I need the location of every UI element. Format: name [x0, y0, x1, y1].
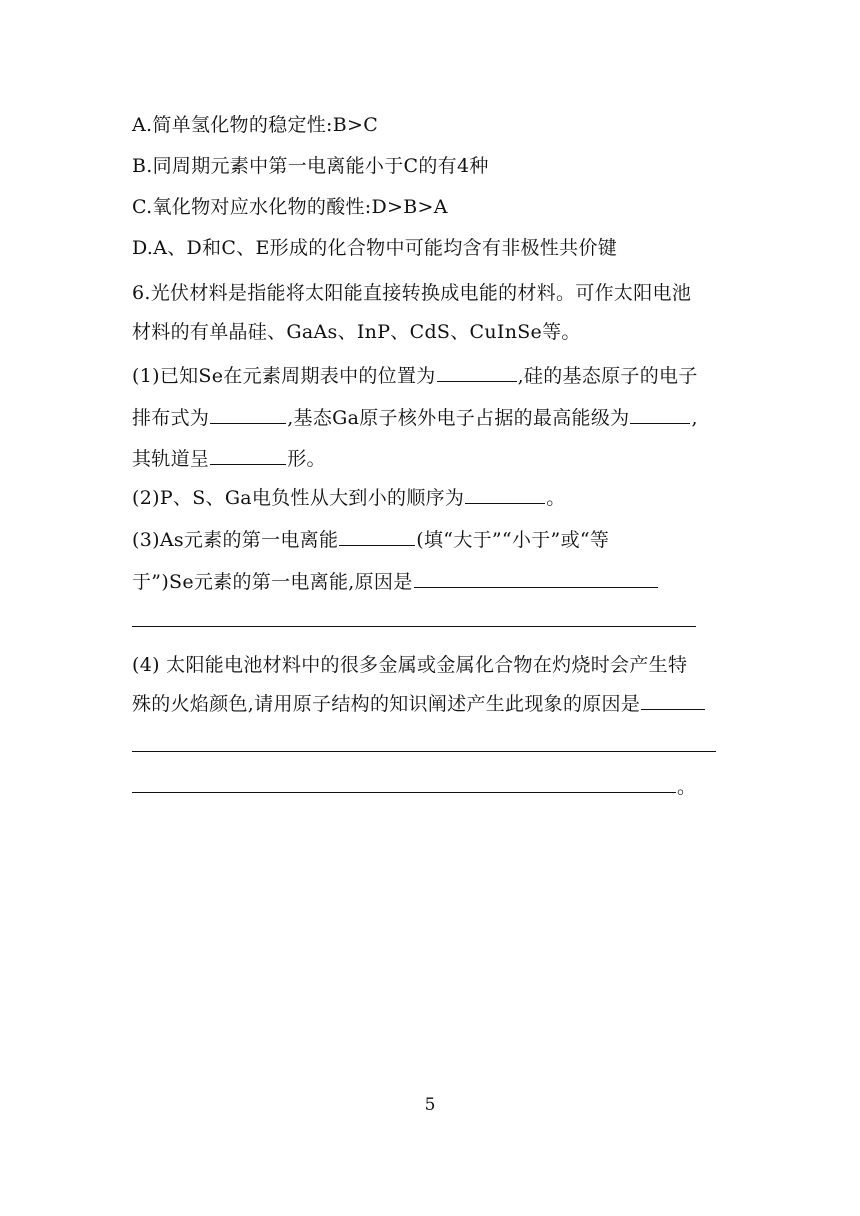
q6-part1-line-1	[132, 363, 698, 388]
q6-stem-line-2: 材料的有单晶硅、GaAs、InP、CdS、CuInSe等。	[132, 321, 581, 343]
answer-blank-orbital-shape[interactable]	[210, 446, 286, 465]
answer-blank-ga-highest-level[interactable]	[630, 405, 690, 424]
answer-blank-si-configuration[interactable]	[210, 405, 286, 424]
option-d: D.A、D和C、E形成的化合物中可能均含有非极性共价键	[132, 237, 618, 259]
q6-part1-text-e: ,	[691, 407, 698, 429]
q6-part1-text-b: ,硅的基态原子的电子	[517, 365, 698, 387]
q6-part1-text-g: 形。	[287, 448, 326, 470]
option-c: C.氧化物对应水化物的酸性:D>B>A	[132, 196, 448, 218]
page-number: 5	[424, 1095, 436, 1115]
q6-part4-line-1: (4) 太阳能电池材料中的很多金属或金属化合物在灼烧时会产生特	[132, 654, 688, 676]
answer-blank-ionization-compare[interactable]	[339, 527, 415, 546]
q6-part3-text-a: (3)As元素的第一电离能	[132, 529, 339, 551]
answer-blank-ionization-reason[interactable]	[414, 569, 658, 588]
q6-part3-text-c: 于”)Se元素的第一电离能,原因是	[132, 571, 413, 593]
answer-line-ionization-reason-continued[interactable]	[132, 626, 696, 627]
q6-part1-line-2	[132, 405, 698, 430]
q6-part3-line-2	[132, 569, 659, 594]
answer-line-flame-reason-2[interactable]	[132, 751, 716, 752]
option-a: A.简单氢化物的稳定性:B>C	[132, 114, 379, 136]
q6-part3-text-b: (填“大于”“小于”或“等	[416, 529, 610, 551]
q6-part2-line	[132, 485, 566, 510]
q6-part1-text-c: 排布式为	[132, 407, 210, 429]
q6-part4-line-2	[132, 691, 706, 716]
q6-part1-line-3	[132, 446, 326, 471]
q6-part1-text-d: ,基态Ga原子核外电子占据的最高能级为	[287, 407, 630, 429]
option-b: B.同周期元素中第一电离能小于C的有4种	[132, 155, 489, 177]
answer-blank-se-position[interactable]	[437, 363, 517, 382]
q6-part2-text-a: (2)P、S、Ga电负性从大到小的顺序为	[132, 487, 465, 509]
q6-stem-line-1: 6.光伏材料是指能将太阳能直接转换成电能的材料。可作太阳电池	[132, 282, 692, 304]
q6-part1-text-a: (1)已知Se在元素周期表中的位置为	[132, 365, 436, 387]
q6-part1-text-f: 其轨道呈	[132, 448, 210, 470]
answer-blank-flame-reason[interactable]	[641, 691, 705, 710]
answer-blank-electronegativity-order[interactable]	[465, 485, 545, 504]
answer-line-flame-reason-3[interactable]	[132, 792, 676, 793]
q6-part2-text-b: 。	[546, 487, 566, 509]
q6-part4-text-b: 殊的火焰颜色,请用原子结构的知识阐述产生此现象的原因是	[132, 693, 641, 715]
q6-part4-end-mark: 。	[677, 776, 697, 798]
q6-part3-line-1	[132, 527, 609, 552]
